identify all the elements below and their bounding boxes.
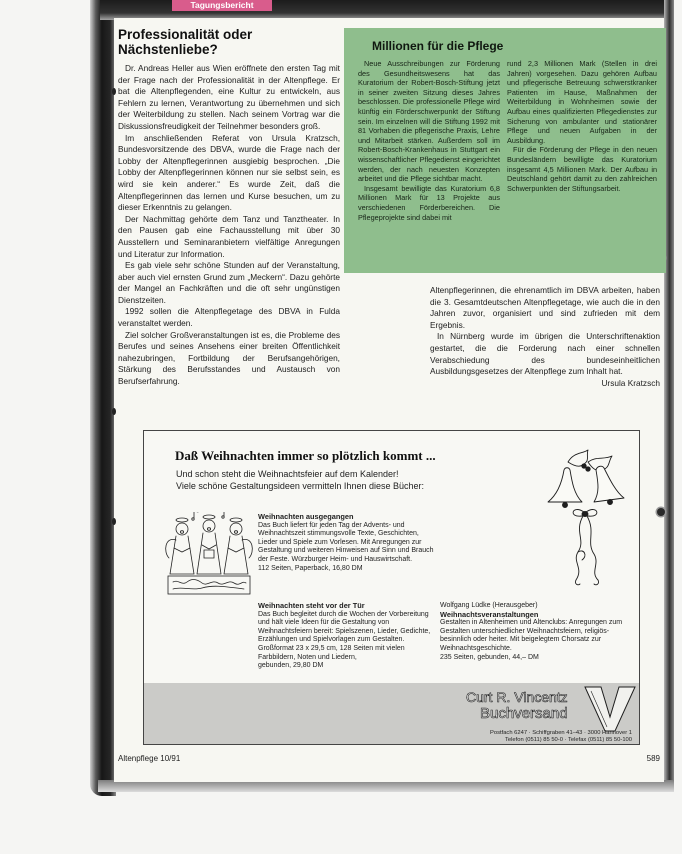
article-right-column: [430, 285, 660, 395]
angel-figure: [224, 518, 252, 574]
paragraph: Der Nachmittag gehörte dem Tanz und Tanztheater. In den Pausen gab eine Fachausstellung mit über 30 Ausstellern und Seminaranbietern vielfältige Anregungen und Literatur zur Information.: [118, 213, 340, 259]
holly-berry: [586, 467, 590, 471]
bell: [594, 466, 624, 502]
songbook-banner: [168, 576, 250, 594]
punch-hole: [657, 508, 665, 516]
book-description: Das Buch liefert für jeden Tag der Advents- und Weihnachtszeit stimmungsvolle Texte, Geschichten, Lieder und Spiele zum Vorlesen. Mit Anregungen zur Gestaltung und weiteren Hinweisen auf Sinn und Brauch der Feste. Würzburger Heim- und Hauswirtschaft.: [258, 521, 434, 563]
paragraph: rund 2,3 Millionen Mark (Stellen in drei Jahren) vorgesehen. Dazu gehören Aufbau und pflegerische Betreuung schwerstkranker Patienten im Hause, Maßnahmen der Weiterbildung in Wohnheimen sowie der Aufbau eines qualifizierten Pflegedienstes zur Sicherung von ambulanter und stationärer Pflege und neuen Aufgaben in der Ausbildung.: [507, 59, 657, 145]
section-label: Tagungsbericht: [172, 0, 272, 11]
bell: [548, 468, 582, 502]
binding-shadow: [90, 0, 116, 796]
book-listing: [258, 513, 436, 573]
page-number: 589: [646, 754, 660, 763]
paragraph: Neue Ausschreibungen zur Förderung des Gesundheitswesens hat das Kuratorium der Robert-Bosch-Stiftung jetzt in seiner zweiten Sitzung dieses Jahres beschlossen. Die professionelle Pflege wird künftig ein Förderschwerpunkt der Stiftung sein. Im einzelnen will die Stiftung 1992 mit 81 Vorhaben die pflegerische Praxis, Lehre und Mitarbeit stärken. Außerdem soll im Robert-Bosch-Krankenhaus in Stuttgart ein wissenschaftlicher Pflegedienst eingerichtet werden, der nach neuesten Konzepten arbeitet und die Pflege sichtbar macht.: [358, 59, 500, 184]
publisher-address-line: Telefon (0511) 85 50-0 · Telefax (0511) 85 50-100: [505, 737, 632, 743]
music-note: [224, 512, 228, 516]
christmas-bells-illustration: [538, 448, 630, 588]
book-listing: [440, 602, 630, 662]
book-title: Weihnachten ausgegangen: [258, 512, 354, 521]
publisher-band: [144, 683, 640, 745]
holly-berry: [582, 464, 586, 468]
angel-figure: [197, 515, 221, 574]
book-details: 112 Seiten, Paperback, 16,80 DM: [258, 564, 363, 572]
gutter-mark: [112, 88, 116, 95]
info-box-column-1: [358, 59, 500, 265]
book-details: gebunden, 29,80 DM: [258, 662, 324, 670]
angel-figure: [166, 518, 194, 574]
ribbon: [587, 516, 599, 585]
ribbon: [578, 551, 585, 560]
ad-intro-line: Viele schöne Gestaltungsideen vermitteln Ihnen diese Bücher:: [176, 481, 424, 491]
bell-clapper: [563, 503, 568, 508]
publisher-address-line: Postfach 6247 · Schiffgraben 41–43 · 3000 Hannover 1: [489, 730, 632, 736]
author-signature: Ursula Kratzsch: [601, 377, 660, 388]
paragraph: Ziel solcher Großveranstaltungen ist es, die Probleme des Berufes und seines Ansehens einer breiten Öffentlichkeit nahezubringen, Fortbildung der Berufsangehörigen, Stärkung des Berufsstandes und Austausch von Berufserfahrung.: [118, 329, 340, 387]
publisher-division: Buchversand: [480, 705, 568, 722]
info-box-column-2: [507, 59, 657, 265]
music-note: [222, 516, 224, 518]
bell-clapper: [608, 500, 613, 505]
book-advertisement: [143, 430, 640, 745]
paragraph: Insgesamt bewilligte das Kuratorium 6,8 Millionen Mark für 13 Projekte aus verschiedenen Förderbereichen. Die Pflegeprojekte sind dabei mit: [358, 183, 500, 222]
banner-scribble: [173, 579, 246, 589]
paragraph: Dr. Andreas Heller aus Wien eröffnete den ersten Tag mit der Frage nach der Professionalität in der Altenpflege. Er bat die Altenpflegenden, eine Kultur zu entwickeln, aus Fehlern zu lernen, Verantwortung zu übernehmen und sich der Weiterbildung zu stellen. Nach seinem Vortrag war die Diskussionsfreudigkeit der Teilnehmer besonders groß.: [118, 63, 340, 131]
book-description: Das Buch begleitet durch die Wochen der Vorbereitung und hält viele Ideen für die Gestaltung von Weihnachtsfeiern bereit: Spielszenen, Lieder, Gedichte, Erzählungen und Spielvorlagen zum Gestalten. Großformat 23 x 29,5 cm, 128 Seiten mit vielen Farbbildern, Noten und Liedern,: [258, 610, 431, 661]
music-note: [192, 518, 194, 520]
singing-angels-illustration: [164, 512, 254, 598]
book-title: Weihnachten steht vor der Tür: [258, 601, 365, 610]
paragraph: In Nürnberg wurde im übrigen die Unterschriftenaktion gestartet, die die Forderung nach einer schnellen Verabschiedung des bundeseinheitlichen Ausbildungsgesetzes der Altenpflege zum Inhalt hat.: [430, 331, 660, 377]
vincentz-v-logo-icon: [583, 685, 637, 733]
paragraph: 1992 sollen die Altenpflegetage des DBVA in Fulda veranstaltet werden.: [118, 306, 340, 329]
paragraph: Es gab viele sehr schöne Stunden auf der Veranstaltung, aber auch viel ernsten Grund zum „Meckern“. Dazu gehörte der Mangel an Fachkräften und die oft sehr ungünstigen Dienstzeiten.: [118, 260, 340, 305]
paragraph: Im anschließenden Referat von Ursula Kratzsch, Bundesvorsitzende des DBVA, wurde die Frage nach der Lobby der Altenpflegerinnen ausgiebig besprochen. „Die Lobby der Altenpflegerinnen können nur sie selbst sein, es wird sie kein anderer.“ Es wurde Zeit, daß die Altenpflegerinnen das lernen und Kurse besuchen, um zu dieser Erkenntnis zu gelangen.: [118, 132, 340, 213]
ad-intro-line: Und schon steht die Weihnachtsfeier auf dem Kalender!: [176, 469, 399, 479]
article-left-column: [118, 63, 340, 405]
publisher-name: Curt R. Vincentz: [466, 689, 568, 705]
ad-headline: Daß Weihnachten immer so plötzlich kommt ...: [175, 448, 436, 463]
paragraph: Für die Förderung der Pflege in den neuen Bundesländern bewilligte das Kuratorium insgesamt 4,5 Millionen Mark. Der Aufbau in Deutschland gehört damit zu den zahlreichen Schwerpunkten der Stiftungsarbeit.: [507, 145, 657, 193]
gutter-mark: [112, 408, 116, 415]
book-listing: [258, 602, 436, 671]
article-title: Professionalität oder Nächstenliebe?: [118, 27, 253, 57]
ribbon: [575, 516, 583, 585]
footer-issue: Altenpflege 10/91: [118, 754, 181, 763]
book-details: 235 Seiten, gebunden, 44,– DM: [440, 653, 539, 661]
book-description: Gestalten in Altenheimen und Altenclubs: Anregungen zum Gestalten unterschiedlicher Weihnachtsfeiern, religiös-besinnlich oder heiter. Mit beigelegtem Chorsatz zur Weihnachtsgeschichte.: [440, 619, 623, 652]
book-title: Weihnachtsveranstaltungen: [440, 609, 539, 619]
gutter-mark: [112, 518, 116, 525]
info-box: [344, 28, 666, 273]
info-box-title: Millionen für die Pflege: [372, 39, 504, 53]
music-note: [194, 512, 198, 518]
book-editor: Wolfgang Lüdke (Herausgeber): [440, 602, 538, 609]
paragraph: Altenpflegerinnen, die ehrenamtlich im DBVA arbeiten, haben die 3. Gesamtdeutschen Altenpflegetage, wie auch die in den Jahren zuvor, organisiert und sind zufrieden mit dem Ergebnis.: [430, 285, 660, 330]
